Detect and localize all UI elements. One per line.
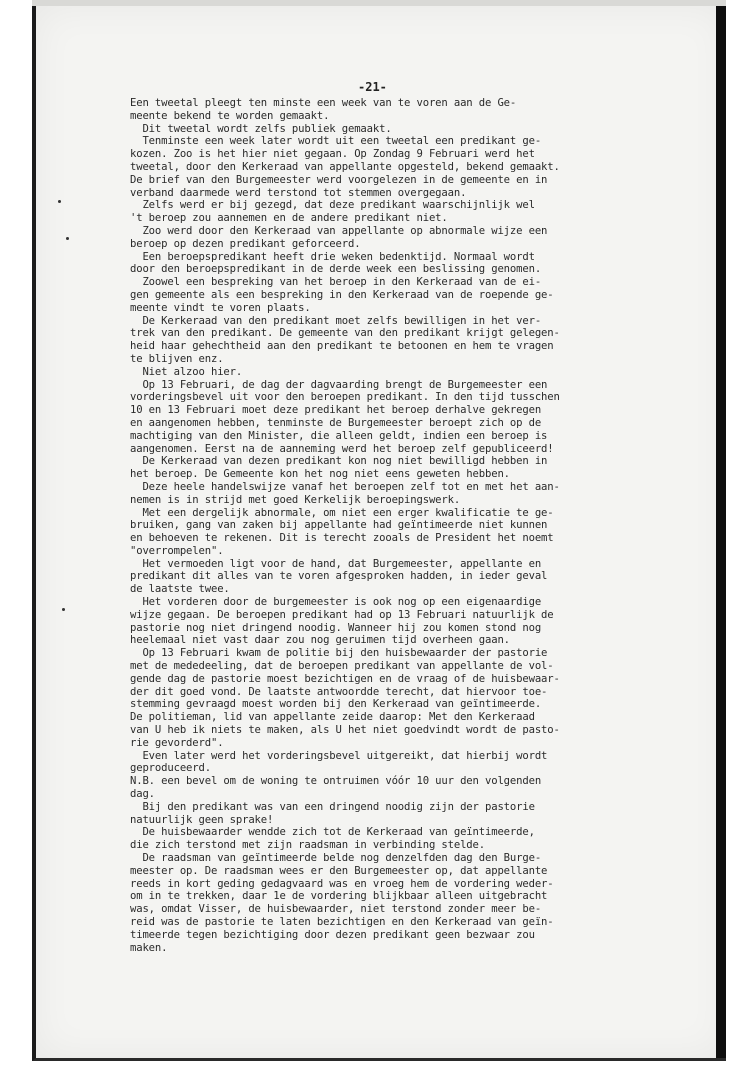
text-line: Tenminste een week later wordt uit een tweetal een predikant ge- — [130, 135, 542, 148]
scan-right-edge — [716, 6, 726, 1058]
text-line: De politieman, lid van appellante zeide daarop: Met den Kerkeraad — [130, 711, 535, 724]
text-line: die zich terstond met zijn raadsman in verbinding stelde. — [130, 839, 485, 852]
text-line: Even later werd het vorderingsbevel uitgereikt, dat hierbij wordt — [130, 749, 548, 762]
text-line: verband daarmede werd terstond tot stemmen overgegaan. — [130, 186, 467, 199]
text-line: Met een dergelijk abnormale, om niet een erger kwalificatie te ge- — [130, 506, 554, 519]
text-line: dag. — [130, 788, 155, 801]
text-line: N.B. een bevel om de woning te ontruimen vóór 10 uur den volgenden — [130, 775, 542, 788]
text-line: timeerde tegen bezichtiging door dezen predikant geen bezwaar zou — [130, 928, 535, 941]
text-line: heelemaal niet vast daar zou nog geruimen tijd overheen gaan. — [130, 634, 510, 647]
text-line: het beroep. De Gemeente kon het nog niet eens geweten hebben. — [130, 468, 510, 481]
text-line: bruiken, gang van zaken bij appellante had geïntimeerde niet kunnen — [130, 519, 548, 532]
text-line: om in te trekken, daar 1e de vordering blijkbaar alleen uitgebracht — [130, 890, 548, 903]
text-line: De huisbewaarder wendde zich tot de Kerkeraad van geïntimeerde, — [130, 826, 535, 839]
page-number: -21- — [358, 80, 387, 94]
margin-dot — [62, 608, 65, 611]
body-text — [130, 97, 675, 954]
text-line: met de mededeeling, dat de beroepen predikant van appellante de vol- — [130, 660, 554, 673]
text-line: wijze gegaan. De beroepen predikant had op 13 Februari natuurlijk de — [130, 608, 554, 621]
text-line: en behoeven te rekenen. Dit is terecht zooals de President het noemt — [130, 532, 554, 545]
text-line: rie gevorderd". — [130, 736, 224, 749]
text-line: "overrompelen". — [130, 544, 224, 557]
text-line: gen gemeente als een bespreking in den Kerkeraad van de roepende ge- — [130, 288, 554, 301]
text-line: beroep op dezen predikant geforceerd. — [130, 237, 361, 250]
text-line: De brief van den Burgemeester werd voorgelezen in de gemeente en in — [130, 173, 548, 186]
text-line: meester op. De raadsman wees er den Burgemeester op, dat appellante — [130, 864, 548, 877]
text-line: nemen is in strijd met goed Kerkelijk beroepingswerk. — [130, 493, 461, 506]
text-line: Het vorderen door de burgemeester is ook nog op een eigenaardige — [130, 596, 542, 609]
text-line: De Kerkeraad van dezen predikant kon nog niet bewilligd hebben in — [130, 455, 548, 468]
text-line: meente bekend te worden gemaakt. — [130, 109, 330, 122]
text-line: trek van den predikant. De gemeente van den predikant krijgt gelegen- — [130, 327, 560, 340]
text-line: Zoo werd door den Kerkeraad van appellante op abnormale wijze een — [130, 224, 548, 237]
text-line: 10 en 13 Februari moet deze predikant het beroep derhalve gekregen — [130, 404, 542, 417]
text-line: en aangenomen hebben, tenminste de Burgemeester beroept zich op de — [130, 416, 542, 429]
text-line: Op 13 Februari kwam de politie bij den huisbewaarder der pastorie — [130, 647, 548, 660]
margin-dot — [58, 200, 61, 203]
text-line: predikant dit alles van te voren afgesproken hadden, in ieder geval — [130, 570, 548, 583]
text-line: was, omdat Visser, de huisbewaarder, niet terstond zonder meer be- — [130, 903, 542, 916]
text-line: Dit tweetal wordt zelfs publiek gemaakt. — [130, 122, 392, 135]
text-line: te blijven enz. — [130, 352, 224, 365]
text-line: Deze heele handelswijze vanaf het beroepen zelf tot en met het aan- — [130, 480, 560, 493]
text-line: reeds in kort geding gedagvaard was en vroeg hem de vordering weder- — [130, 877, 554, 890]
text-line: machtiging van den Minister, die alleen geldt, indien een beroep is — [130, 429, 548, 442]
text-line: gende dag de pastorie moest bezichtigen en de vraag of de huisbewaar- — [130, 672, 560, 685]
text-line: door den beroepspredikant in de derde week een beslissing genomen. — [130, 263, 542, 276]
text-line: Zelfs werd er bij gezegd, dat deze predikant waarschijnlijk wel — [130, 199, 535, 212]
text-line: kozen. Zoo is het hier niet gegaan. Op Zondag 9 Februari werd het — [130, 148, 535, 161]
text-line: tweetal, door den Kerkeraad van appellante opgesteld, bekend gemaakt. — [130, 160, 560, 173]
text-line: heid haar gehechtheid aan den predikant te betoonen en hem te vragen — [130, 340, 554, 353]
text-line: geproduceerd. — [130, 762, 211, 775]
text-line: De raadsman van geïntimeerde belde nog denzelfden dag den Burge- — [130, 852, 542, 865]
text-line: reid was de pastorie te laten bezichtigen en den Kerkeraad van geïn- — [130, 916, 554, 928]
text-line: 't beroep zou aannemen en de andere predikant niet. — [130, 212, 448, 225]
text-line: De Kerkeraad van den predikant moet zelfs bewilligen in het ver- — [130, 314, 542, 327]
text-line: Niet alzoo hier. — [130, 365, 243, 378]
text-line: aangenomen. Eerst na de aanneming werd het beroep zelf gepubliceerd! — [130, 442, 554, 455]
text-line: Het vermoeden ligt voor de hand, dat Burgemeester, appellante en — [130, 557, 542, 570]
text-line: natuurlijk geen sprake! — [130, 813, 274, 826]
text-line: Zoowel een bespreking van het beroep in den Kerkeraad van de ei- — [130, 276, 542, 289]
text-line: stemming gevraagd moest worden bij den Kerkeraad van geïntimeerde. — [130, 698, 542, 711]
text-line: pastorie nog niet dringend noodig. Wanneer hij zou komen stond nog — [130, 621, 542, 634]
text-line: Op 13 Februari, de dag der dagvaarding brengt de Burgemeester een — [130, 378, 548, 391]
text-line: Een beroepspredikant heeft drie weken bedenktijd. Normaal wordt — [130, 250, 535, 263]
text-line: maken. — [130, 941, 168, 954]
text-line: vorderingsbevel uit voor den beroepen predikant. In den tijd tusschen — [130, 391, 560, 404]
text-line: der dit goed vond. De laatste antwoordde terecht, dat hiervoor toe- — [130, 685, 548, 698]
margin-dot — [66, 237, 69, 240]
text-line: de laatste twee. — [130, 583, 230, 596]
text-line: van U heb ik niets te maken, als U het niet goedvindt wordt de pasto- — [130, 724, 560, 737]
text-line: Een tweetal pleegt ten minste een week van te voren aan de Ge- — [130, 97, 517, 109]
text-line: meente vindt te voren plaats. — [130, 301, 311, 314]
text-line: Bij den predikant was van een dringend noodig zijn der pastorie — [130, 800, 535, 813]
